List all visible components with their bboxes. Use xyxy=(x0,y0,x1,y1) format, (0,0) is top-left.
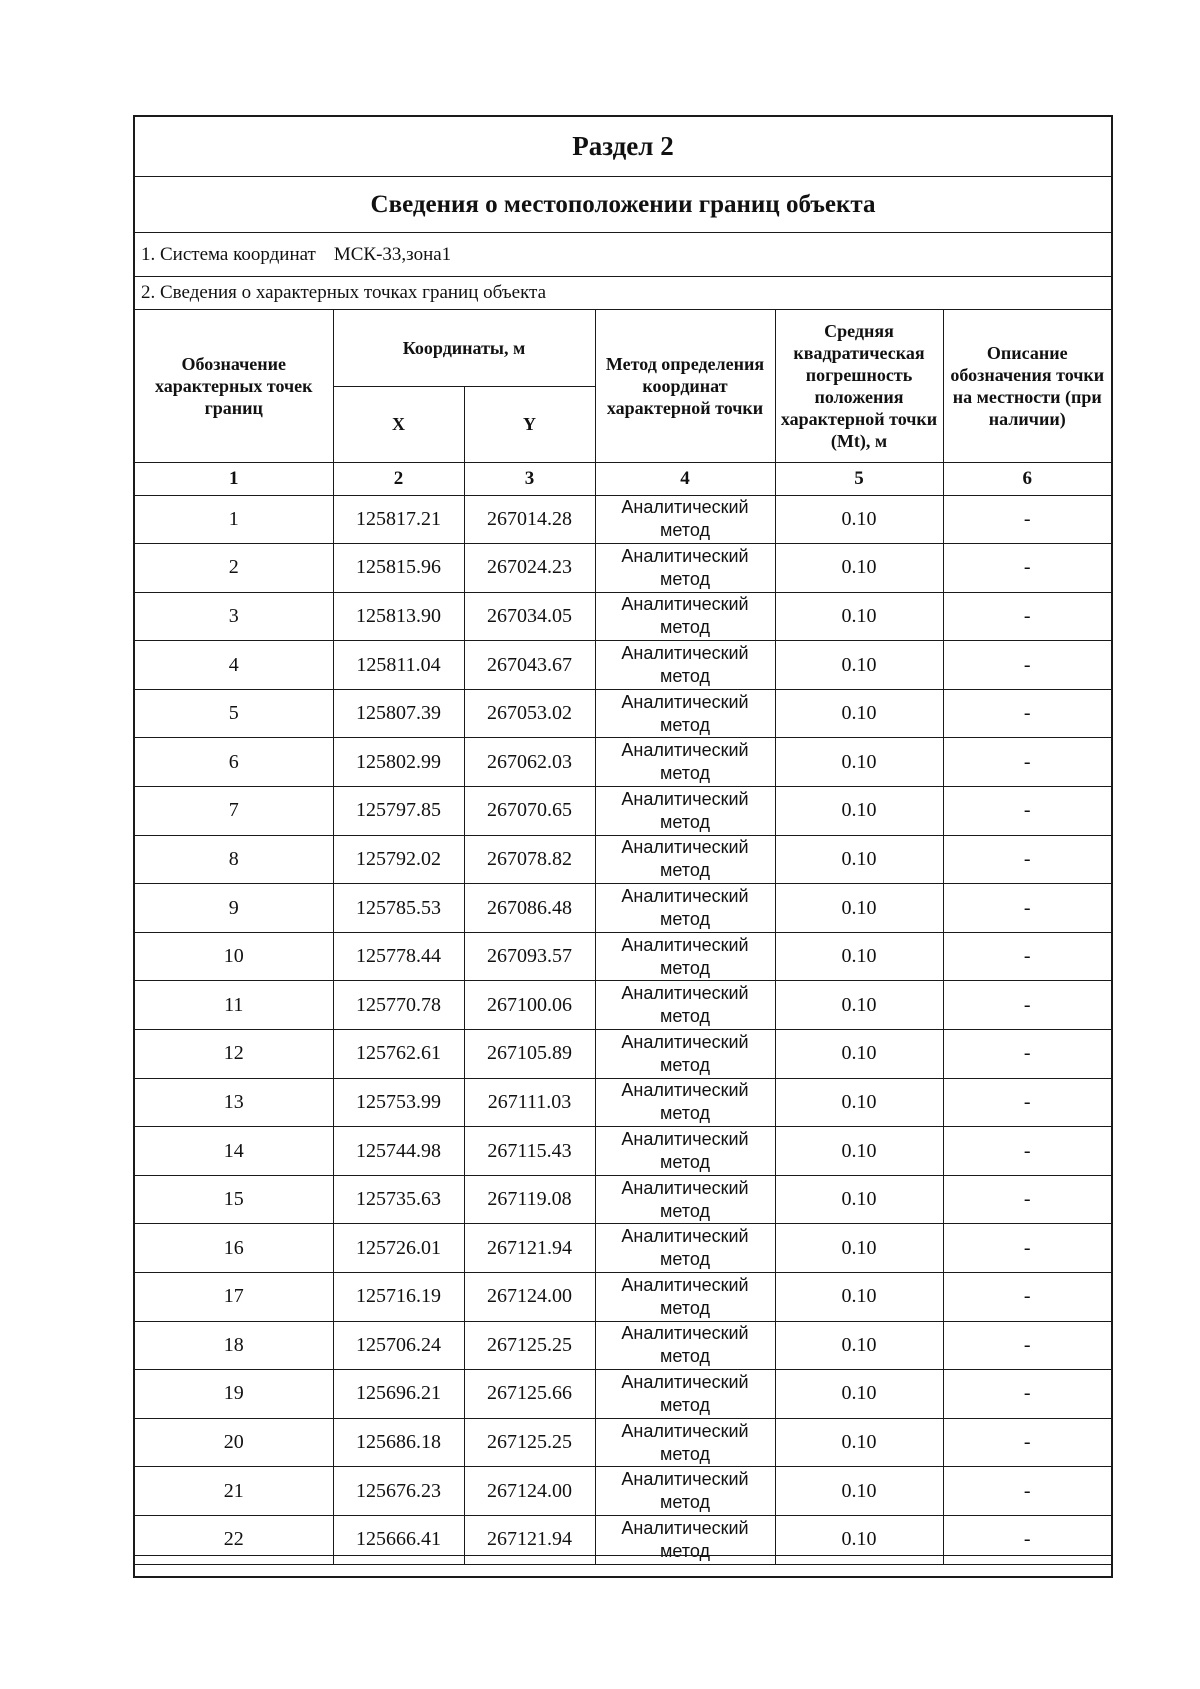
point-number-cell: 21 xyxy=(135,1467,333,1516)
method-cell: Аналитический метод xyxy=(595,738,775,787)
point-number-cell: 8 xyxy=(135,835,333,884)
description-cell: - xyxy=(943,787,1111,836)
x-coordinate-cell: 125744.98 xyxy=(333,1127,464,1176)
x-coordinate-cell: 125706.24 xyxy=(333,1321,464,1370)
method-cell: Аналитический метод xyxy=(595,884,775,933)
table-row xyxy=(135,592,1111,641)
table-row xyxy=(135,1224,1111,1273)
error-cell: 0.10 xyxy=(775,981,943,1030)
section-title: Раздел 2 xyxy=(135,117,1111,177)
y-coordinate-cell: 267034.05 xyxy=(464,592,595,641)
table-row xyxy=(135,738,1111,787)
y-coordinate-cell: 267078.82 xyxy=(464,835,595,884)
y-coordinate-cell: 267115.43 xyxy=(464,1127,595,1176)
error-cell: 0.10 xyxy=(775,1030,943,1079)
error-cell: 0.10 xyxy=(775,689,943,738)
y-coordinate-cell: 267062.03 xyxy=(464,738,595,787)
table-row xyxy=(135,689,1111,738)
method-cell: Аналитический метод xyxy=(595,641,775,690)
error-cell: 0.10 xyxy=(775,787,943,836)
table-row xyxy=(135,495,1111,544)
error-cell: 0.10 xyxy=(775,1418,943,1467)
table-row xyxy=(135,932,1111,981)
y-coordinate-cell: 267043.67 xyxy=(464,641,595,690)
x-coordinate-cell: 125676.23 xyxy=(333,1467,464,1516)
x-coordinate-cell: 125778.44 xyxy=(333,932,464,981)
x-coordinate-cell: 125696.21 xyxy=(333,1370,464,1419)
x-coordinate-cell: 125797.85 xyxy=(333,787,464,836)
point-number-cell: 10 xyxy=(135,932,333,981)
description-cell: - xyxy=(943,1224,1111,1273)
y-coordinate-cell: 267125.25 xyxy=(464,1321,595,1370)
method-cell: Аналитический метод xyxy=(595,1224,775,1273)
table-row xyxy=(135,1370,1111,1419)
method-cell: Аналитический метод xyxy=(595,1321,775,1370)
description-cell: - xyxy=(943,495,1111,544)
section-subtitle: Сведения о местоположении границ объекта xyxy=(135,177,1111,233)
error-cell: 0.10 xyxy=(775,932,943,981)
error-cell: 0.10 xyxy=(775,495,943,544)
description-cell: - xyxy=(943,835,1111,884)
table-row xyxy=(135,1418,1111,1467)
description-cell: - xyxy=(943,592,1111,641)
x-coordinate-cell: 125762.61 xyxy=(333,1030,464,1079)
x-coordinate-cell: 125735.63 xyxy=(333,1175,464,1224)
x-coordinate-cell: 125753.99 xyxy=(333,1078,464,1127)
points-heading: 2. Сведения о характерных точках границ объекта xyxy=(135,277,1111,310)
table-row xyxy=(135,1127,1111,1176)
table-row xyxy=(135,835,1111,884)
description-cell: - xyxy=(943,1127,1111,1176)
point-number-cell: 12 xyxy=(135,1030,333,1079)
header-method: Метод определения координат характерной точки xyxy=(595,310,775,462)
y-coordinate-cell: 267124.00 xyxy=(464,1273,595,1322)
x-coordinate-cell: 125716.19 xyxy=(333,1273,464,1322)
method-cell: Аналитический метод xyxy=(595,981,775,1030)
error-cell: 0.10 xyxy=(775,738,943,787)
points-table-body xyxy=(135,495,1111,1564)
error-cell: 0.10 xyxy=(775,1175,943,1224)
table-row xyxy=(135,1030,1111,1079)
coord-system-value: МСК-33,зона1 xyxy=(333,243,452,265)
y-coordinate-cell: 267105.89 xyxy=(464,1030,595,1079)
point-number-cell: 5 xyxy=(135,689,333,738)
description-cell: - xyxy=(943,1273,1111,1322)
point-number-cell: 2 xyxy=(135,544,333,593)
table-row xyxy=(135,1273,1111,1322)
point-number-cell: 1 xyxy=(135,495,333,544)
error-cell: 0.10 xyxy=(775,544,943,593)
header-y: Y xyxy=(464,386,595,462)
table-row xyxy=(135,981,1111,1030)
error-cell: 0.10 xyxy=(775,884,943,933)
description-cell: - xyxy=(943,1175,1111,1224)
error-cell: 0.10 xyxy=(775,1127,943,1176)
description-cell: - xyxy=(943,1515,1111,1564)
col-number: 2 xyxy=(333,462,464,495)
error-cell: 0.10 xyxy=(775,1273,943,1322)
description-cell: - xyxy=(943,641,1111,690)
error-cell: 0.10 xyxy=(775,641,943,690)
header-x: X xyxy=(333,386,464,462)
header-coordinates: Координаты, м xyxy=(333,310,595,386)
method-cell: Аналитический метод xyxy=(595,1370,775,1419)
column-numbers-row xyxy=(135,462,1111,495)
y-coordinate-cell: 267070.65 xyxy=(464,787,595,836)
y-coordinate-cell: 267125.66 xyxy=(464,1370,595,1419)
table-row xyxy=(135,1078,1111,1127)
point-number-cell: 19 xyxy=(135,1370,333,1419)
point-number-cell: 13 xyxy=(135,1078,333,1127)
document-page xyxy=(133,115,1113,1578)
x-coordinate-cell: 125770.78 xyxy=(333,981,464,1030)
table-tail-row xyxy=(135,1555,1111,1576)
description-cell: - xyxy=(943,981,1111,1030)
description-cell: - xyxy=(943,738,1111,787)
method-cell: Аналитический метод xyxy=(595,592,775,641)
method-cell: Аналитический метод xyxy=(595,1418,775,1467)
method-cell: Аналитический метод xyxy=(595,544,775,593)
y-coordinate-cell: 267014.28 xyxy=(464,495,595,544)
description-cell: - xyxy=(943,544,1111,593)
table-row xyxy=(135,787,1111,836)
point-number-cell: 15 xyxy=(135,1175,333,1224)
method-cell: Аналитический метод xyxy=(595,689,775,738)
y-coordinate-cell: 267111.03 xyxy=(464,1078,595,1127)
description-cell: - xyxy=(943,689,1111,738)
point-number-cell: 7 xyxy=(135,787,333,836)
col-number: 4 xyxy=(595,462,775,495)
coord-system-label: 1. Система координат xyxy=(141,243,316,265)
y-coordinate-cell: 267024.23 xyxy=(464,544,595,593)
x-coordinate-cell: 125792.02 xyxy=(333,835,464,884)
error-cell: 0.10 xyxy=(775,1370,943,1419)
point-number-cell: 11 xyxy=(135,981,333,1030)
method-cell: Аналитический метод xyxy=(595,835,775,884)
x-coordinate-cell: 125817.21 xyxy=(333,495,464,544)
description-cell: - xyxy=(943,884,1111,933)
error-cell: 0.10 xyxy=(775,835,943,884)
point-number-cell: 20 xyxy=(135,1418,333,1467)
method-cell: Аналитический метод xyxy=(595,495,775,544)
method-cell: Аналитический метод xyxy=(595,1175,775,1224)
y-coordinate-cell: 267053.02 xyxy=(464,689,595,738)
table-row xyxy=(135,1321,1111,1370)
x-coordinate-cell: 125666.41 xyxy=(333,1515,464,1564)
error-cell: 0.10 xyxy=(775,1321,943,1370)
table-row xyxy=(135,641,1111,690)
description-cell: - xyxy=(943,932,1111,981)
point-number-cell: 6 xyxy=(135,738,333,787)
table-row xyxy=(135,1467,1111,1516)
y-coordinate-cell: 267086.48 xyxy=(464,884,595,933)
col-number: 1 xyxy=(135,462,333,495)
method-cell: Аналитический метод xyxy=(595,1078,775,1127)
method-cell: Аналитический метод xyxy=(595,932,775,981)
description-cell: - xyxy=(943,1321,1111,1370)
col-number: 6 xyxy=(943,462,1111,495)
point-number-cell: 22 xyxy=(135,1515,333,1564)
error-cell: 0.10 xyxy=(775,1467,943,1516)
x-coordinate-cell: 125807.39 xyxy=(333,689,464,738)
error-cell: 0.10 xyxy=(775,1078,943,1127)
method-cell: Аналитический метод xyxy=(595,1515,775,1564)
header-description: Описание обозначения точки на местности (при наличии) xyxy=(943,310,1111,462)
point-number-cell: 17 xyxy=(135,1273,333,1322)
point-number-cell: 9 xyxy=(135,884,333,933)
col-number: 3 xyxy=(464,462,595,495)
x-coordinate-cell: 125726.01 xyxy=(333,1224,464,1273)
description-cell: - xyxy=(943,1370,1111,1419)
point-number-cell: 16 xyxy=(135,1224,333,1273)
error-cell: 0.10 xyxy=(775,1224,943,1273)
points-table xyxy=(135,310,1111,1565)
x-coordinate-cell: 125802.99 xyxy=(333,738,464,787)
header-designation: Обозначение характерных точек границ xyxy=(135,310,333,462)
y-coordinate-cell: 267125.25 xyxy=(464,1418,595,1467)
x-coordinate-cell: 125686.18 xyxy=(333,1418,464,1467)
description-cell: - xyxy=(943,1078,1111,1127)
coord-system-row xyxy=(135,233,1111,277)
method-cell: Аналитический метод xyxy=(595,1273,775,1322)
y-coordinate-cell: 267124.00 xyxy=(464,1467,595,1516)
table-row xyxy=(135,884,1111,933)
method-cell: Аналитический метод xyxy=(595,1030,775,1079)
y-coordinate-cell: 267093.57 xyxy=(464,932,595,981)
description-cell: - xyxy=(943,1467,1111,1516)
error-cell: 0.10 xyxy=(775,1515,943,1564)
y-coordinate-cell: 267119.08 xyxy=(464,1175,595,1224)
error-cell: 0.10 xyxy=(775,592,943,641)
header-error: Средняя квадратическая погрешность положения характерной точки (Mt), м xyxy=(775,310,943,462)
method-cell: Аналитический метод xyxy=(595,1467,775,1516)
method-cell: Аналитический метод xyxy=(595,1127,775,1176)
table-row xyxy=(135,544,1111,593)
point-number-cell: 3 xyxy=(135,592,333,641)
x-coordinate-cell: 125785.53 xyxy=(333,884,464,933)
point-number-cell: 14 xyxy=(135,1127,333,1176)
description-cell: - xyxy=(943,1030,1111,1079)
table-row xyxy=(135,1175,1111,1224)
point-number-cell: 4 xyxy=(135,641,333,690)
method-cell: Аналитический метод xyxy=(595,787,775,836)
y-coordinate-cell: 267100.06 xyxy=(464,981,595,1030)
x-coordinate-cell: 125815.96 xyxy=(333,544,464,593)
x-coordinate-cell: 125811.04 xyxy=(333,641,464,690)
y-coordinate-cell: 267121.94 xyxy=(464,1515,595,1564)
x-coordinate-cell: 125813.90 xyxy=(333,592,464,641)
y-coordinate-cell: 267121.94 xyxy=(464,1224,595,1273)
point-number-cell: 18 xyxy=(135,1321,333,1370)
col-number: 5 xyxy=(775,462,943,495)
description-cell: - xyxy=(943,1418,1111,1467)
